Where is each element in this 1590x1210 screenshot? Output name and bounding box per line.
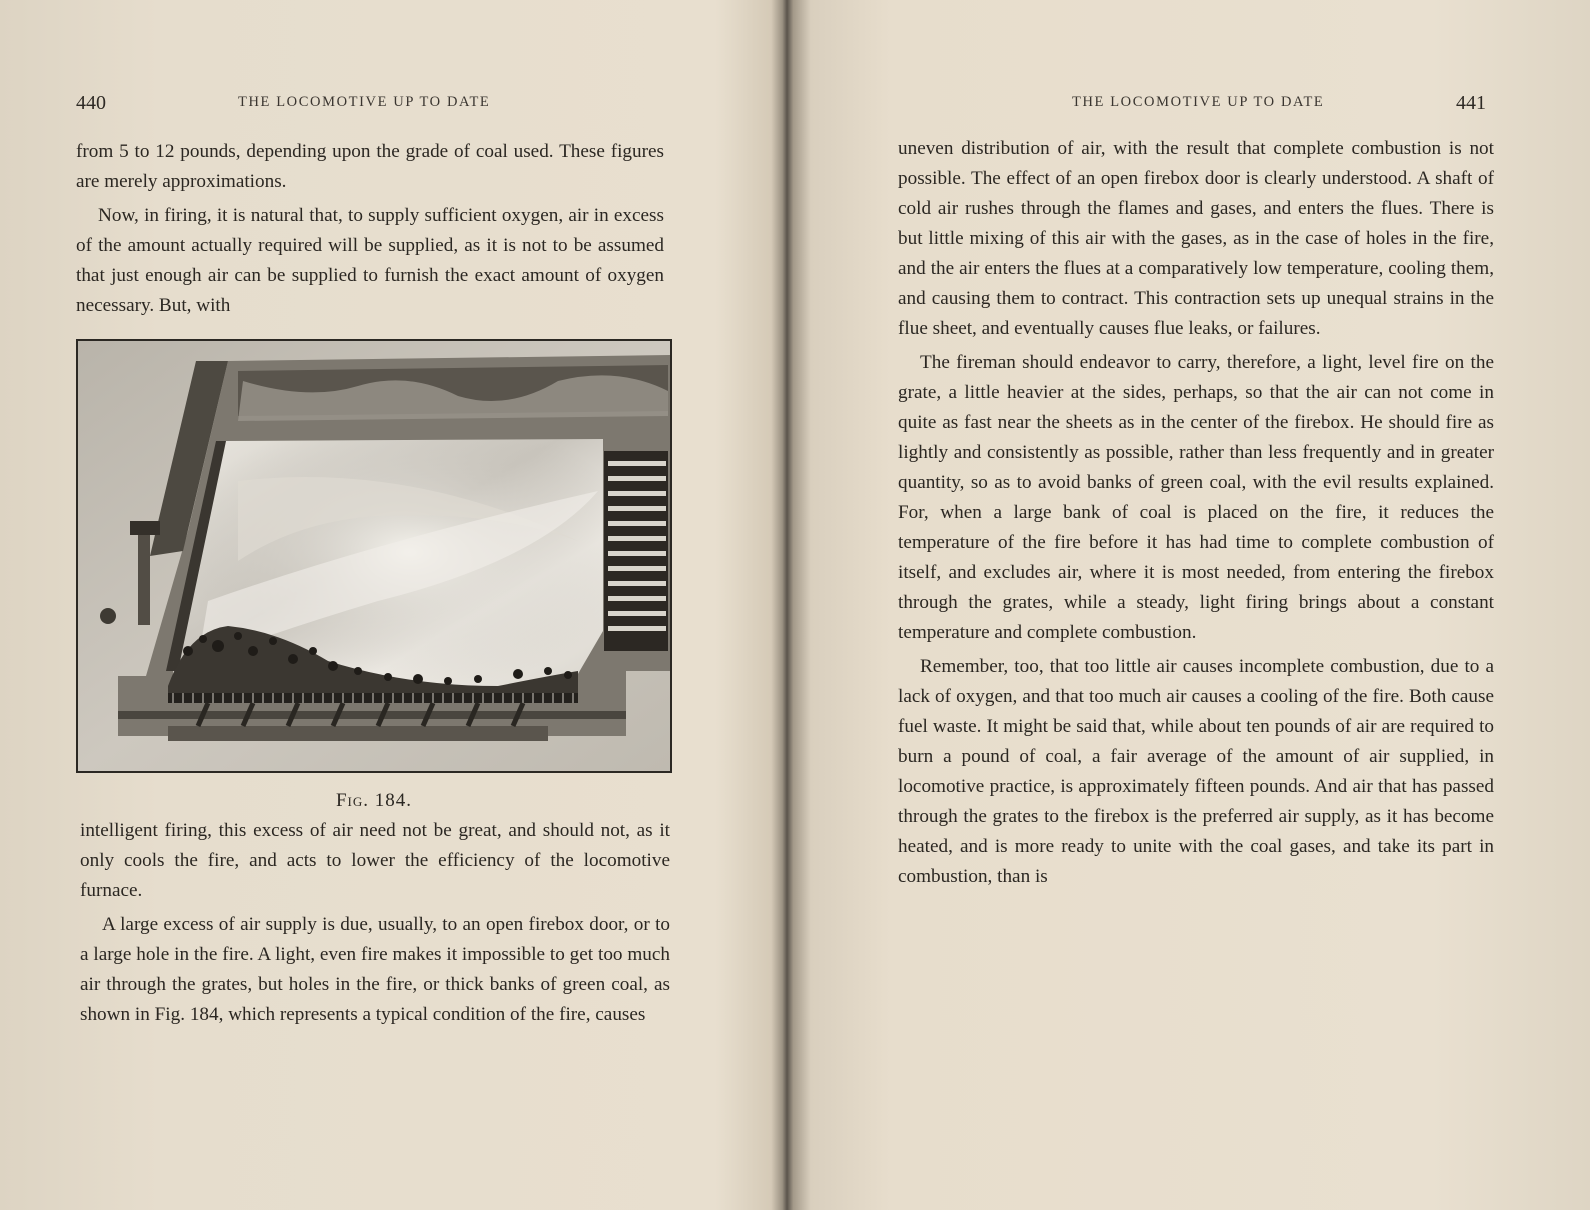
paragraph: intelligent firing, this excess of air need not be great, and should not, as it only cools the fire, and acts to lower the efficiency of the locomotive furnace. — [80, 820, 670, 901]
fire-door — [138, 535, 150, 625]
grate-slots — [173, 693, 573, 703]
left-text-top — [76, 137, 664, 321]
paragraph: uneven distribution of air, with the result that complete combustion is not possible. The effect of an open firebox door is clearly understood. A shaft of cold air rushes through the flames and gases, and enters the flues. There is but little mixing of this air with the gases, as in the case of holes in the fire, and the air enters the flues at a comparatively low temperature, cooling them, and causing them to contract. This contraction sets up unequal strains in the flue sheet, and eventually causes flue leaks, or failures. — [898, 138, 1494, 339]
door-handle — [100, 608, 116, 624]
running-head-left: THE LOCOMOTIVE UP TO DATE — [238, 94, 491, 110]
paragraph: The fireman should endeavor to carry, therefore, a light, level fire on the grate, a little heavier at the sides, perhaps, so that the air can not come in quite as fast near the sheets as in the center of the firebox. He should fire as lightly and consistently as possible, rather than less frequently and in greater quantity, so as to avoid banks of green coal, with the evil results explained. For, when a large bank of coal is placed on the fire, it reduces the temperature of the fire before it has had time to complete combustion of itself, and excludes air, where it is most needed, from entering the firebox through the grates, while a steady, light firing brings about a constant temperature and complete combustion. — [898, 352, 1494, 643]
paragraph: Now, in firing, it is natural that, to supply sufficient oxygen, air in excess of the amount actually required will be supplied, as it is not to be assumed that just enough air can be supplied to furnish the exact amount of oxygen necessary. But, with — [76, 205, 664, 316]
firebox-drawing — [78, 341, 670, 771]
right-text — [898, 134, 1494, 892]
paragraph: from 5 to 12 pounds, depending upon the grade of coal used. These figures are merely approximations. — [76, 141, 664, 192]
left-text-bottom — [80, 816, 670, 1030]
mud-ring — [118, 711, 626, 719]
paragraph: A large excess of air supply is due, usually, to an open firebox door, or to a large hole in the fire. A light, even fire makes it impossible to get too much air through the grates, but holes in the fire, or thick banks of green coal, as shown in Fig. 184, which represents a typical condition of the fire, causes — [80, 914, 670, 1025]
paragraph: Remember, too, that too little air causes incomplete combustion, due to a lack of oxygen, and that too much air causes a cooling of the fire. Both cause fuel waste. It might be said that, while about ten pounds of air are required to burn a pound of coal, a fair average of the amount of air supplied, in locomotive practice, is approximately fifteen pounds. And air that has passed through the grates to the firebox is the preferred air supply, as it has become heated, and is more ready to unite with the coal gases, and take its part in combustion, than is — [898, 656, 1494, 887]
ash-pan — [168, 726, 548, 741]
page-number-left: 440 — [76, 92, 106, 114]
right-page — [790, 0, 1590, 1210]
firebox-illustration — [76, 339, 672, 773]
page-number-right: 441 — [1456, 92, 1486, 114]
fire-door-latch — [130, 521, 160, 535]
left-page — [0, 0, 790, 1210]
figure-caption: Fig. 184. — [335, 790, 413, 811]
running-head-right: THE LOCOMOTIVE UP TO DATE — [1072, 94, 1325, 110]
